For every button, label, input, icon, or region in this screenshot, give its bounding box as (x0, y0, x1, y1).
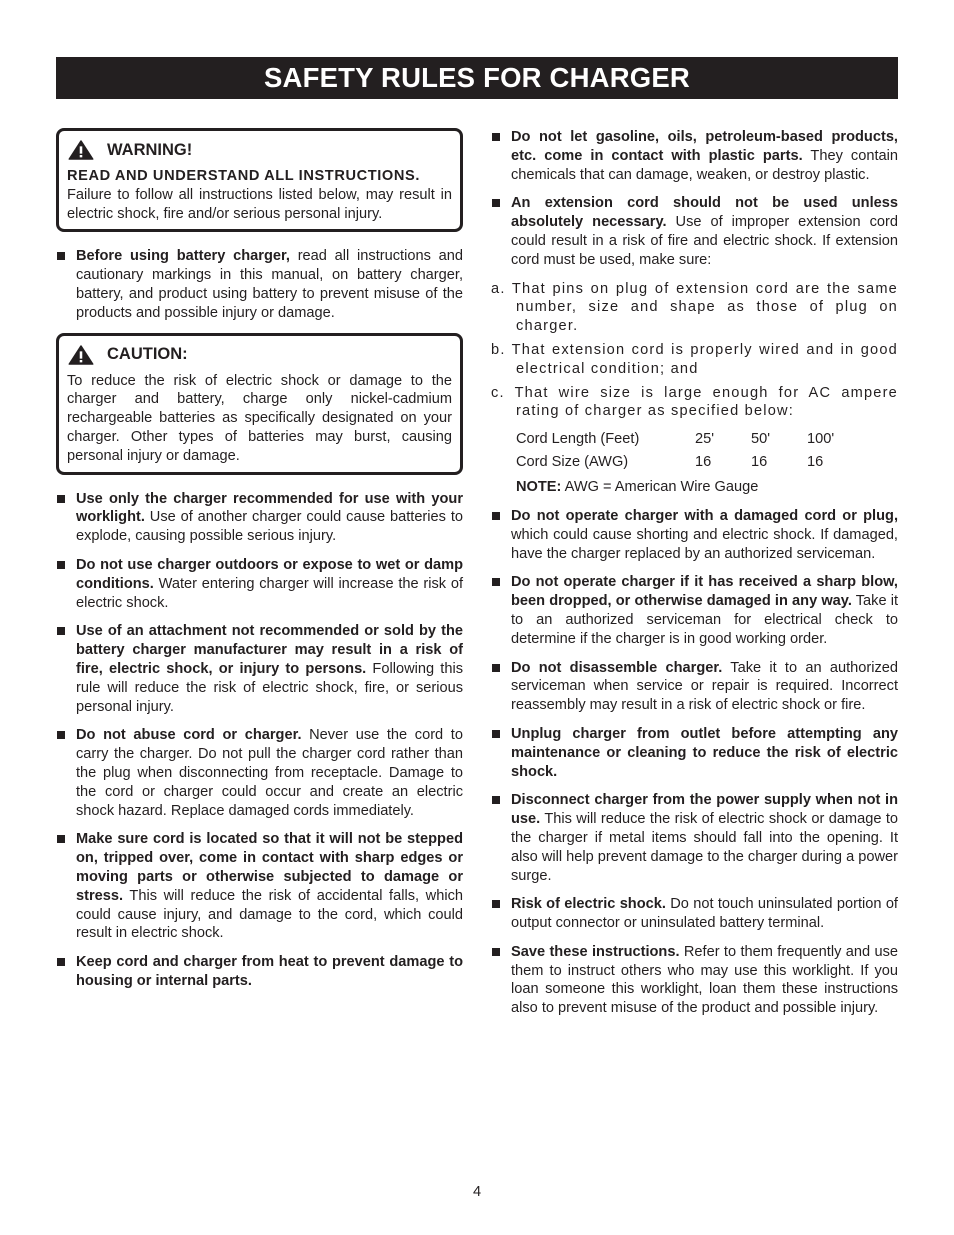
rule-text: Refer to them frequently and use them to instruct others who may use this worklight. If you loan someone this worklight, loan them these instructions also to prevent misuse of the product and possible injury. (511, 943, 898, 1017)
table-cell: 16 (807, 454, 824, 471)
extension-requirement-item: b. That extension cord is properly wired and in good electrical condition; and (491, 341, 898, 377)
rule-bold-lead: An extension cord should not be used unless absolutely necessary. (511, 195, 898, 231)
table-cell: 100' (807, 431, 835, 448)
safety-rule-item (491, 895, 898, 933)
rule-bold-lead: Save these instructions. (511, 943, 680, 960)
caution-header (67, 344, 452, 366)
rule-text: Never use the cord to carry the charger. Do not pull the charger cord rather than the plug when disconnecting from receptacle. Damage to the cord or charger could occur and create an electric shock hazard. Replace damaged cords immediately. (76, 727, 463, 819)
cord-size-table (516, 430, 834, 476)
rule-bold-lead: Disconnect charger from the power supply when not in use. (511, 792, 898, 828)
caution-box (56, 333, 463, 475)
table-cell: 25' (695, 431, 715, 448)
table-cell: 50' (751, 431, 771, 448)
rule-bold-lead: Do not let gasoline, oils, petroleum-based products, etc. come in contact with plastic parts. (511, 129, 898, 164)
safety-rule-item (56, 622, 463, 716)
rule-bold-lead: Use of an attachment not recommended or sold by the battery charger manufacturer may result in a risk of fire, electric shock, or injury to persons. (76, 623, 463, 677)
rule-text: Take it to an authorized serviceman for electrical check to determine if the charger is in good working order. (511, 593, 898, 647)
safety-rule-item (491, 128, 898, 184)
safety-rule-item (491, 573, 898, 648)
note-text: AWG = American Wire Gauge (561, 479, 759, 496)
rule-text: Water entering charger will increase the risk of electric shock. (76, 575, 463, 611)
table-cell: Cord Length (Feet) (516, 431, 640, 448)
warning-text: Failure to follow all instructions listed below, may result in electric shock, fire and/or serious personal injury. (67, 186, 452, 222)
rule-text: Use of another charger could cause batteries to explode, causing possible serious injury. (76, 509, 463, 545)
safety-rule-item (56, 953, 463, 991)
rule-bold-lead: Unplug charger from outlet before attempting any maintenance or cleaning to reduce the risk of electric shock. (511, 725, 898, 780)
safety-rule-item (491, 725, 898, 781)
safety-rule-item (491, 194, 898, 269)
rule-text: Do not touch uninsulated portion of output connector or uninsulated battery terminal. (511, 896, 898, 932)
right-bullet-list-2 (491, 507, 898, 1018)
rule-bold-lead: Keep cord and charger from heat to prevent damage to housing or internal parts. (76, 954, 463, 989)
rule-text: This will reduce the risk of accidental falls, which could cause injury, and damage to the cord, which could result in electric shock. (76, 887, 463, 942)
extension-requirement-item: a. That pins on plug of extension cord are the same number, size and shape as those of plug on charger. (491, 280, 898, 335)
rule-text: Use of improper extension cord could result in a risk of fire and electric shock. If extension cord must be used, make sure: (511, 214, 898, 268)
rule-text: read all instructions and cautionary markings in this manual, on battery charger, battery, and product using battery to prevent misuse of the products and possible injury or damage. (76, 248, 463, 321)
warning-header (67, 139, 452, 161)
rule-text: This will reduce the risk of electric shock or damage to the charger if metal items should fall into the opening. It also will help prevent damage to the charger during a power surge. (511, 811, 898, 884)
rule-text: They contain chemicals that can damage, weaken, or destroy plastic. (511, 147, 898, 183)
warning-triangle-icon (67, 345, 95, 365)
rule-bold-lead: Do not disassemble charger. (511, 659, 723, 676)
rule-bold-lead: Do not operate charger if it has received a sharp blow, been dropped, or otherwise damaged in any way. (511, 574, 898, 610)
note-label: NOTE: (516, 479, 562, 496)
table-row (516, 430, 834, 453)
warning-body (67, 167, 452, 223)
table-cell: 16 (695, 454, 712, 471)
rule-bold-lead: Risk of electric shock. (511, 896, 666, 913)
safety-rule-item (56, 830, 463, 943)
page-title: SAFETY RULES FOR CHARGER (56, 57, 898, 99)
caution-body: To reduce the risk of electric shock or damage to the charger and battery, charge only nickel-cadmium rechargeable batteries as specifically designated on your charger. Other types of batteries may burst, causing personal injury or damage. (67, 372, 452, 464)
extension-requirement-item: c. That wire size is large enough for AC ampere rating of charger as specified below: (491, 384, 898, 420)
warning-heading: WARNING! (107, 140, 193, 159)
table-row (516, 453, 834, 476)
extension-cord-sublist (491, 280, 898, 422)
table-cell: 16 (751, 454, 768, 471)
safety-rule-item (56, 490, 463, 546)
right-column (491, 128, 898, 1028)
awg-note (516, 478, 898, 497)
safety-rule-item (56, 556, 463, 612)
safety-rule-item (491, 507, 898, 563)
rule-bold-lead: Make sure cord is located so that it will not be stepped on, tripped over, come in contact with sharp edges or moving parts or otherwise subjected to damage or stress. (76, 831, 463, 904)
rule-bold-lead: Do not abuse cord or charger. (76, 727, 302, 744)
rule-bold-lead: Do not use charger outdoors or expose to wet or damp conditions. (76, 556, 463, 592)
page-number: 4 (472, 1184, 482, 1200)
rule-text: Following this rule will reduce the risk of electric shock, fire, or serious personal injury. (76, 660, 463, 715)
rule-text: which could cause shorting and electric shock. If damaged, have the charger replaced by an authorized serviceman. (511, 526, 898, 562)
rule-text: Take it to an authorized serviceman when service or repair is required. Incorrect reassembly may result in a risk of electric shock or fire. (511, 659, 898, 714)
safety-rule-item (491, 791, 898, 885)
rule-bold-lead: Use only the charger recommended for use with your worklight. (76, 490, 463, 526)
warning-box (56, 128, 463, 232)
table-cell: Cord Size (AWG) (516, 454, 629, 471)
left-column (56, 128, 463, 1001)
safety-rule-item (491, 659, 898, 715)
left-bullet-list-1 (56, 247, 463, 322)
caution-heading: CAUTION: (107, 345, 188, 364)
right-bullet-list-1 (491, 128, 898, 270)
safety-rule-item (56, 247, 463, 322)
warning-triangle-icon (67, 140, 95, 160)
left-bullet-list-2 (56, 490, 463, 991)
warning-bold-line: READ AND UNDERSTAND ALL INSTRUCTIONS. (67, 168, 420, 184)
safety-rule-item (56, 726, 463, 820)
rule-bold-lead: Do not operate charger with a damaged cord or plug, (511, 507, 898, 524)
rule-bold-lead: Before using battery charger, (76, 248, 290, 265)
safety-rule-item (491, 943, 898, 1018)
